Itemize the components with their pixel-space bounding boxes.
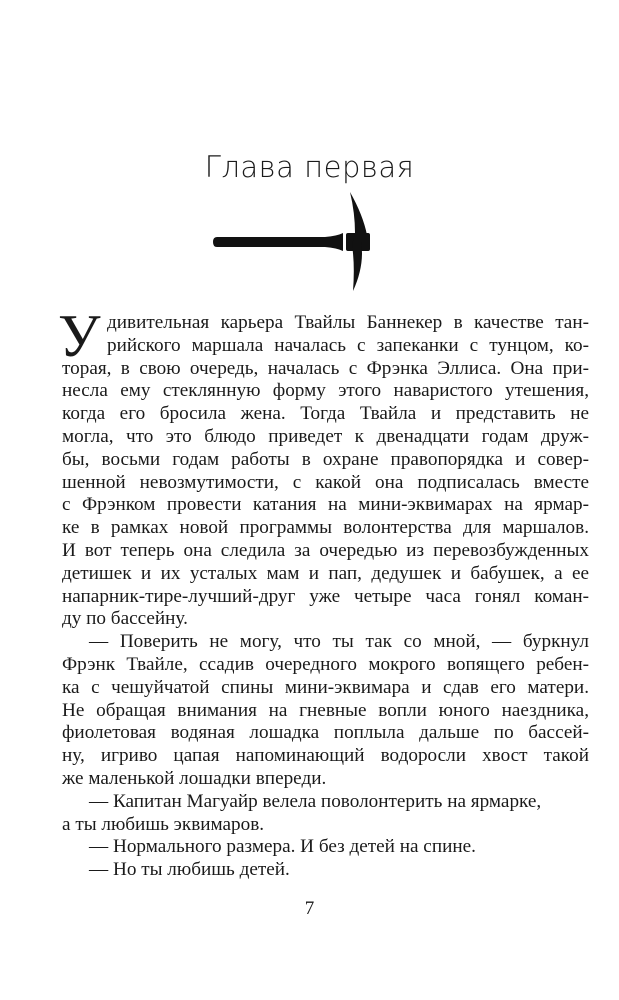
text-line: детишек и их усталых мам и пап, дедушек и бабушек, а ее <box>62 562 589 584</box>
text-line: — Но ты любишь детей. <box>89 859 290 881</box>
page-number: 7 <box>304 898 315 919</box>
text-line: ну, игриво цапая напоминающий водоросли хвост такой <box>62 745 589 767</box>
text-line: же маленькой лошадки впереди. <box>62 767 327 789</box>
text-line: фиолетовая водяная лошадка поплыла дальше по бассей- <box>62 722 589 744</box>
text-line: с Фрэнком провести катания на мини-эквимарах на ярмар- <box>62 494 589 516</box>
text-line: а ты любишь эквимаров. <box>62 813 265 835</box>
text-line: несла ему стеклянную форму этого наваристого утешения, <box>62 380 589 402</box>
pickaxe-icon <box>205 185 385 295</box>
text-line: бы, восьми годам работы в охране правопорядка и совер- <box>62 448 589 470</box>
text-line: Не обращая внимания на гневные вопли юного наездника, <box>62 699 589 721</box>
text-line: шенной невозмутимости, с какой она подписалась вместе <box>62 471 589 493</box>
drop-cap: У <box>58 303 101 369</box>
text-line: ка с чешуйчатой спины мини-эквимара и сдав его матери. <box>62 676 589 698</box>
text-line: рийского маршала началась с запеканки с тунцом, ко- <box>107 334 589 356</box>
text-line: могла, что это блюдо приведет к двенадцати годам друж- <box>62 425 589 447</box>
text-line: И вот теперь она следила за очередью из перевозбужденных <box>62 539 589 561</box>
text-line: — Поверить не могу, что ты так со мной, — буркнул <box>89 631 589 653</box>
text-line: Фрэнк Твайле, ссадив очередного мокрого вопящего ребен- <box>62 653 589 675</box>
chapter-body <box>58 303 589 882</box>
text-line: — Нормального размера. И без детей на спине. <box>89 836 476 858</box>
text-line: когда его бросила жена. Тогда Твайла и представить не <box>62 403 589 425</box>
text-line: дивительная карьера Твайлы Баннекер в качестве тан- <box>107 312 589 333</box>
text-line: ке в рамках новой программы волонтерства для маршалов. <box>62 517 589 539</box>
text-line: напарник-тире-лучший-друг уже четыре часа гонял коман- <box>62 585 589 607</box>
text-line: торая, в свою очередь, началась с Фрэнка Эллиса. Она при- <box>62 357 589 379</box>
text-line: ду по бассейну. <box>62 608 188 630</box>
chapter-title: Глава первая <box>204 150 415 184</box>
text-line: — Капитан Магуайр велела поволонтерить на ярмарке, <box>89 790 542 812</box>
